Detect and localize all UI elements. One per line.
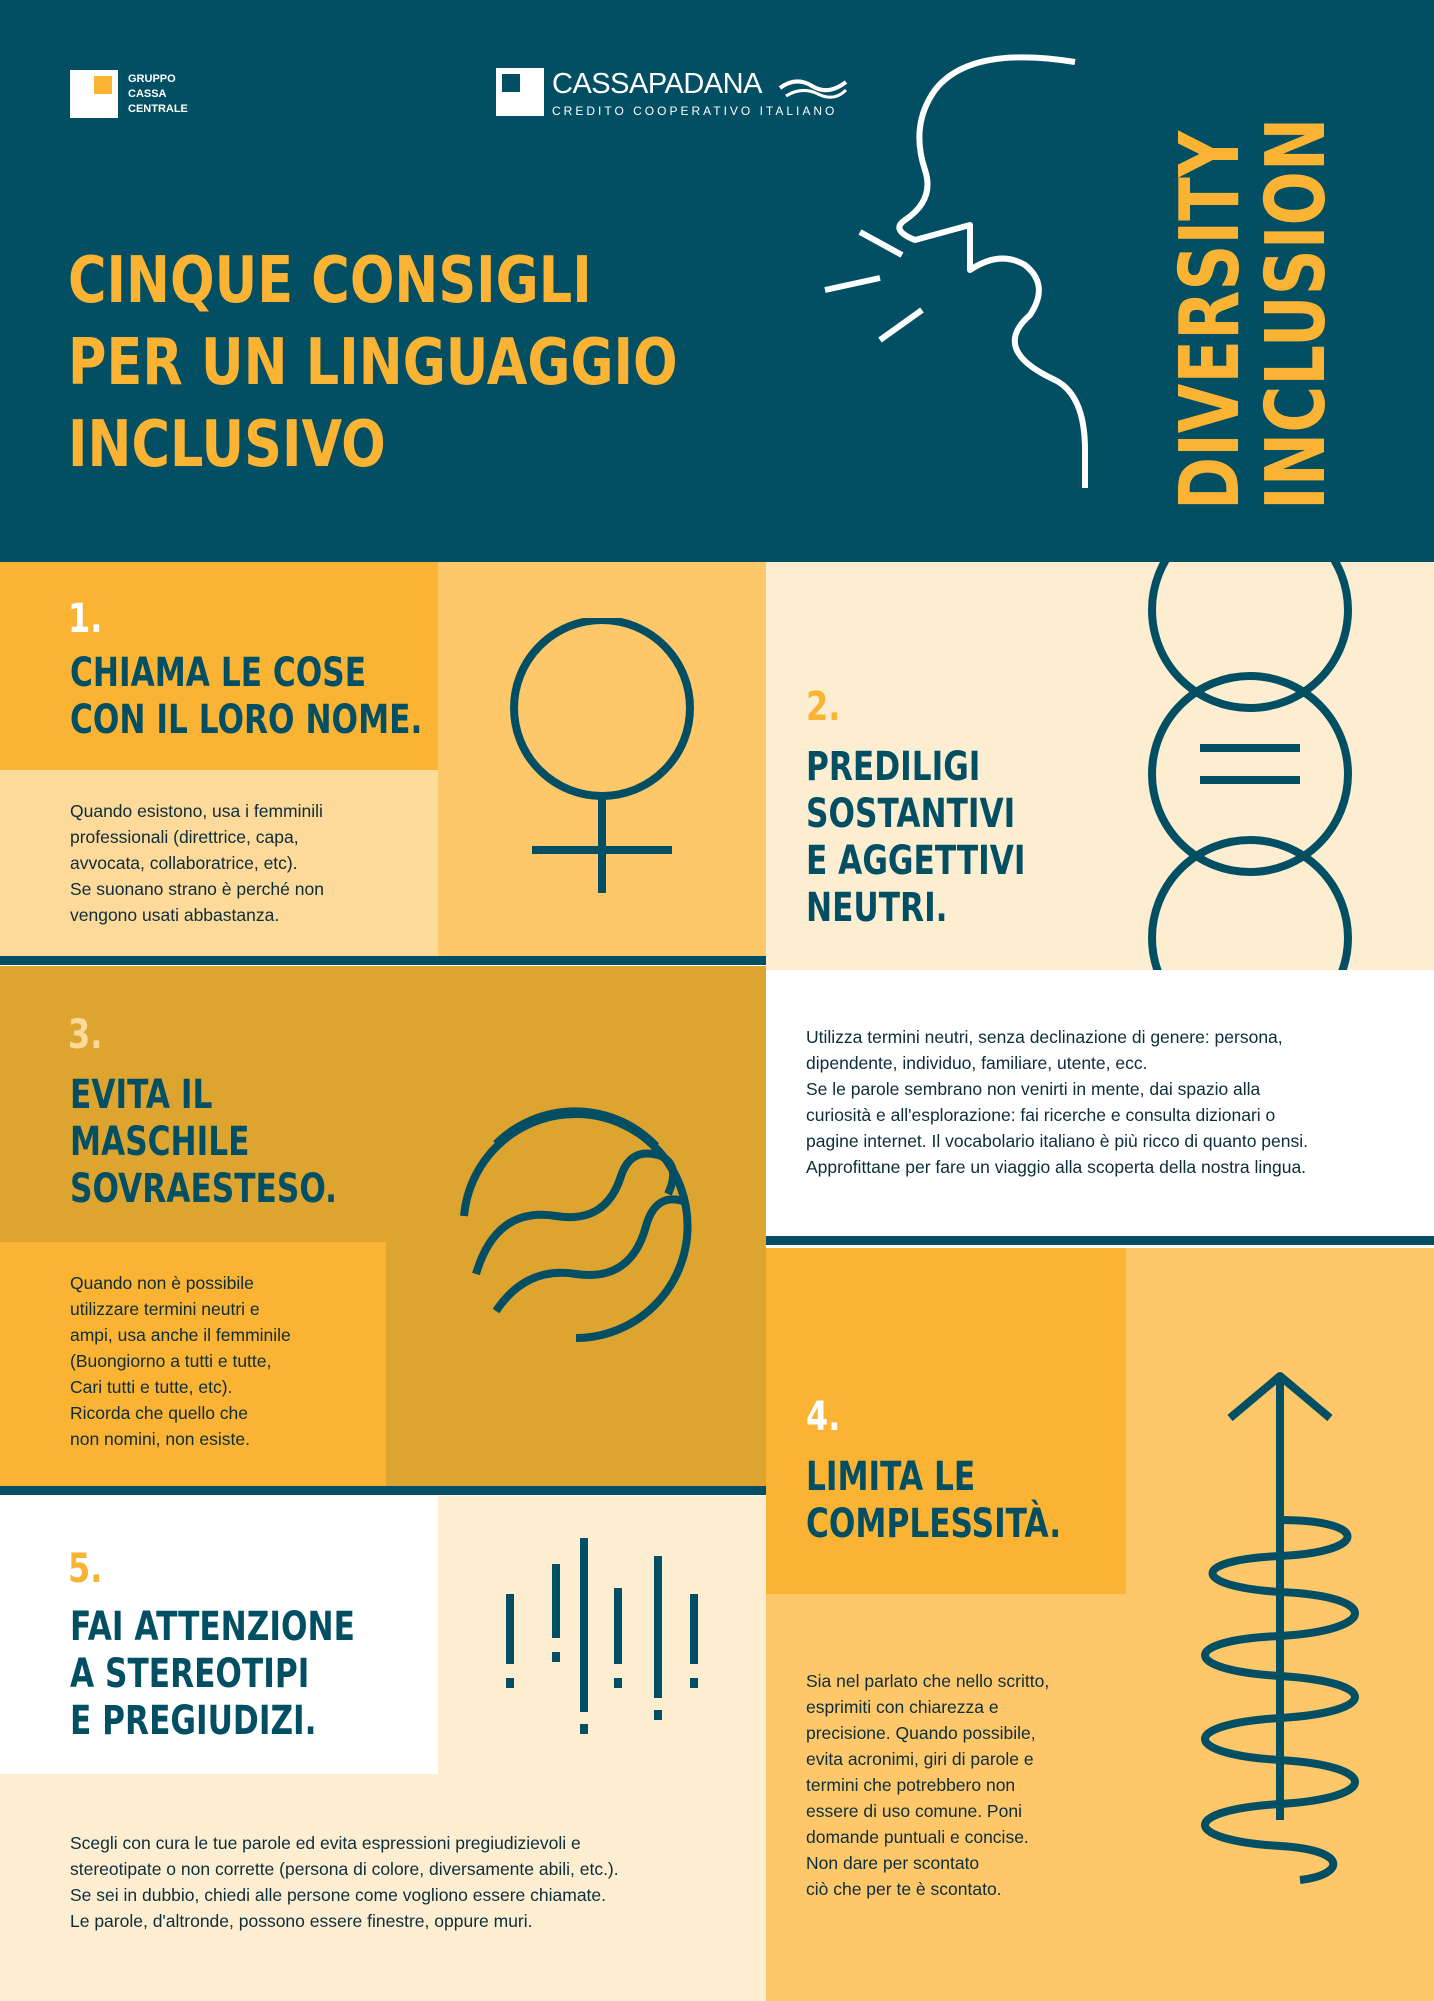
divider-line (0, 956, 766, 965)
tip-3-body (70, 1270, 291, 1452)
tip-body-line: Quando esistono, usa i femminili (70, 801, 323, 821)
tip-body-line: dipendente, individuo, familiare, utente, ecc. (806, 1053, 1148, 1073)
tip-5-title (70, 1604, 435, 1745)
spiral-arrow-icon (1180, 1370, 1380, 1890)
divider-line (0, 1486, 766, 1495)
tip-title-line: EVITA IL (70, 1072, 213, 1118)
wave-circle-icon (456, 1106, 696, 1346)
tip-title-line: NEUTRI. (806, 885, 948, 931)
cassa-padana-mark-icon (496, 68, 546, 118)
tip-1-title (70, 650, 522, 744)
tip-title-line: LIMITA LE (806, 1454, 976, 1500)
tip-body-line: Ricorda che quello che (70, 1403, 249, 1423)
tip-2-body (806, 1024, 1308, 1180)
group-logo-line: CENTRALE (128, 103, 188, 115)
tip-title-line: COMPLESSITÀ. (806, 1501, 1062, 1547)
group-logo-line: GRUPPO (128, 73, 176, 85)
tip-body-line: Sia nel parlato che nello scritto, (806, 1671, 1050, 1691)
tip-1-number: 1. (68, 596, 103, 642)
tip-title-line: E AGGETTIVI (806, 838, 1026, 884)
bank-name: CASSAPADANA (552, 68, 762, 100)
speaking-head-icon (820, 50, 1120, 510)
divider-line (766, 1236, 1434, 1245)
tip-body-line: precisione. Quando possibile, (806, 1723, 1036, 1743)
tip-body-line: Le parole, d'altronde, possono essere finestre, oppure muri. (70, 1911, 533, 1931)
tip-body-line: evita acronimi, giri di parole e (806, 1749, 1034, 1769)
tip-title-line: A STEREOTIPI (70, 1651, 310, 1697)
tip-body-line: Non dare per scontato (806, 1853, 980, 1873)
tip-body-line: Approfittane per fare un viaggio alla scoperta della nostra lingua. (806, 1157, 1307, 1177)
bank-subtitle: CREDITO COOPERATIVO ITALIANO (552, 104, 838, 118)
gruppo-logo-mark-icon (70, 70, 120, 120)
tip-2-number: 2. (806, 684, 841, 730)
tip-3-title (70, 1072, 412, 1213)
gruppo-cassa-centrale-logo (70, 70, 200, 120)
tip-body-line: Se le parole sembrano non venirti in mente, dai spazio alla (806, 1079, 1261, 1099)
tip-body-line: vengono usati abbastanza. (70, 905, 280, 925)
tip-3-number: 3. (68, 1012, 103, 1058)
tip-body-line: Utilizza termini neutri, senza declinazione di genere: persona, (806, 1027, 1283, 1047)
tip-4-title (806, 1454, 1133, 1548)
tip-5-number: 5. (68, 1546, 103, 1592)
tip-body-line: curiosità e all'esplorazione: fai ricerche e consulta dizionari o (806, 1105, 1276, 1125)
tip-body-line: Se suonano strano è perché non (70, 879, 324, 899)
tip-title-line: MASCHILE (70, 1119, 250, 1165)
tip-title-line: PREDILIGI (806, 744, 981, 790)
tip-2-title (806, 744, 1087, 932)
tip-body-line: essere di uso comune. Poni (806, 1801, 1022, 1821)
tip-body-line: utilizzare termini neutri e (70, 1299, 260, 1319)
tip-title-line: SOVRAESTESO. (70, 1166, 338, 1212)
venus-icon (502, 618, 702, 898)
tip-body-line: (Buongiorno a tutti e tutte, (70, 1351, 272, 1371)
tip-4-body (806, 1668, 1049, 1902)
tip-4-number: 4. (806, 1394, 841, 1440)
tip-body-line: ciò che per te è scontato. (806, 1879, 1002, 1899)
tip-title-line: FAI ATTENZIONE (70, 1604, 355, 1650)
tip-1-body (70, 798, 324, 928)
tip-body-line: Quando non è possibile (70, 1273, 254, 1293)
tip-body-line: termini che potrebbero non (806, 1775, 1016, 1795)
page-title (68, 240, 812, 486)
tip-5-body (70, 1830, 619, 1934)
tip-body-line: esprimiti con chiarezza e (806, 1697, 999, 1717)
tip-title-line: SOSTANTIVI (806, 791, 1016, 837)
title-line: PER UN LINGUAGGIO (68, 326, 678, 400)
tip-title-line: CHIAMA LE COSE (70, 650, 367, 696)
tip-body-line: domande puntuali e concise. (806, 1827, 1029, 1847)
tip-body-line: professionali (direttrice, capa, (70, 827, 299, 847)
tip-body-line: stereotipate o non corrette (persona di colore, diversamente abili, etc.). (70, 1859, 619, 1879)
tip-title-line: E PREGIUDIZI. (70, 1698, 317, 1744)
tip-body-line: Se sei in dubbio, chiedi alle persone come vogliono essere chiamate. (70, 1885, 607, 1905)
tip-body-line: avvocata, collaboratrice, etc). (70, 853, 298, 873)
title-line: CINQUE CONSIGLI (68, 244, 592, 318)
tip-title-line: CON IL LORO NOME. (70, 697, 423, 743)
vertical-word-inclusion: INCLUSION (1249, 117, 1344, 510)
title-line: INCLUSIVO (68, 408, 386, 482)
cassa-padana-logo (496, 68, 856, 120)
tip-body-line: non nomini, non esiste. (70, 1429, 250, 1449)
interlocking-circles-icon (1146, 562, 1366, 970)
exclamation-marks-icon (498, 1538, 718, 1738)
tip-body-line: Cari tutti e tutte, etc). (70, 1377, 233, 1397)
tip-body-line: Scegli con cura le tue parole ed evita espressioni pregiudizievoli e (70, 1833, 581, 1853)
vertical-word-diversity: DIVERSITY (1163, 130, 1258, 510)
tip-body-line: pagine internet. Il vocabolario italiano è più ricco di quanto pensi. (806, 1131, 1308, 1151)
group-logo-line: CASSA (128, 88, 167, 100)
tip-body-line: ampi, usa anche il femminile (70, 1325, 291, 1345)
